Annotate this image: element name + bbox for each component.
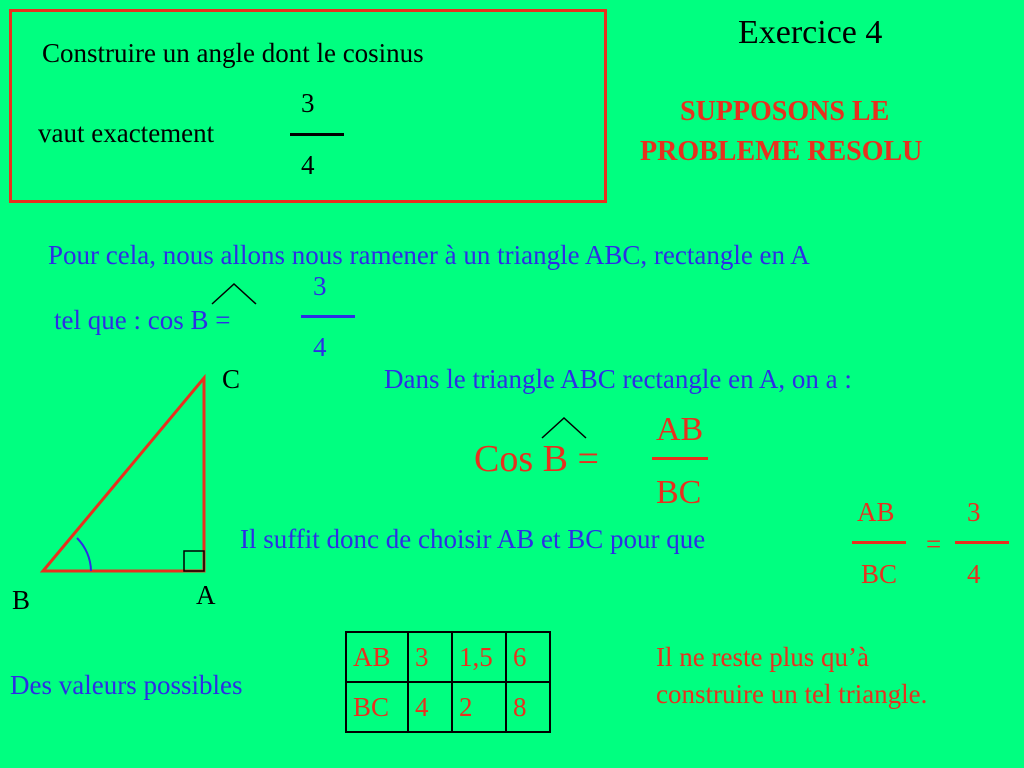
cos-formula-numerator: AB bbox=[656, 411, 704, 448]
table-row bbox=[346, 632, 550, 682]
conclusion-line2: construire un tel triangle. bbox=[656, 679, 928, 709]
values-table bbox=[345, 631, 551, 733]
choose-text: Il suffit donc de choisir AB et BC pour que bbox=[240, 524, 706, 554]
possible-values-label: Des valeurs possibles bbox=[10, 670, 243, 700]
statement-fraction-bar bbox=[290, 133, 344, 136]
assumption-line1: SUPPOSONS LE bbox=[680, 96, 890, 127]
exercise-title: Exercice 4 bbox=[738, 14, 883, 51]
table-cell: 2 bbox=[452, 682, 506, 732]
angle-hat-icon bbox=[210, 280, 260, 306]
assumption-line2: PROBLEME RESOLU bbox=[640, 136, 923, 167]
cos-formula-lhs: Cos B = bbox=[474, 438, 599, 480]
approach-cos-prefix: tel que : cos B = bbox=[54, 305, 231, 335]
approach-fraction-bar bbox=[301, 315, 355, 318]
choose-right-numerator: 3 bbox=[967, 497, 981, 527]
vertex-label-c: C bbox=[222, 364, 241, 394]
conclusion-line1: Il ne reste plus qu’à bbox=[656, 642, 869, 672]
angle-hat-icon bbox=[540, 414, 590, 440]
statement-line2: vaut exactement bbox=[38, 118, 215, 148]
table-cell: 1,5 bbox=[452, 632, 506, 682]
table-cell: 8 bbox=[506, 682, 550, 732]
table-cell: 6 bbox=[506, 632, 550, 682]
choose-left-denominator: BC bbox=[861, 559, 898, 589]
choose-left-numerator: AB bbox=[857, 497, 895, 527]
choose-left-fraction-bar bbox=[852, 541, 906, 544]
approach-fraction-denominator: 4 bbox=[313, 332, 327, 362]
vertex-label-a: A bbox=[196, 580, 216, 610]
table-cell: AB bbox=[346, 632, 408, 682]
cos-formula-denominator: BC bbox=[656, 474, 702, 511]
statement-line1: Construire un angle dont le cosinus bbox=[42, 38, 424, 68]
choose-equals-sign: = bbox=[926, 529, 942, 559]
choose-right-fraction-bar bbox=[955, 541, 1009, 544]
table-cell: 4 bbox=[408, 682, 452, 732]
table-row bbox=[346, 682, 550, 732]
table-cell: BC bbox=[346, 682, 408, 732]
choose-right-denominator: 4 bbox=[967, 559, 981, 589]
cos-formula-fraction-bar bbox=[652, 457, 708, 460]
approach-text: Pour cela, nous allons nous ramener à un triangle ABC, rectangle en A bbox=[48, 240, 810, 270]
statement-fraction-numerator: 3 bbox=[301, 88, 315, 118]
table-cell: 3 bbox=[408, 632, 452, 682]
approach-fraction-numerator: 3 bbox=[313, 271, 327, 301]
statement-fraction-denominator: 4 bbox=[301, 150, 315, 180]
vertex-label-b: B bbox=[12, 585, 31, 615]
in-triangle-text: Dans le triangle ABC rectangle en A, on a : bbox=[384, 364, 852, 394]
